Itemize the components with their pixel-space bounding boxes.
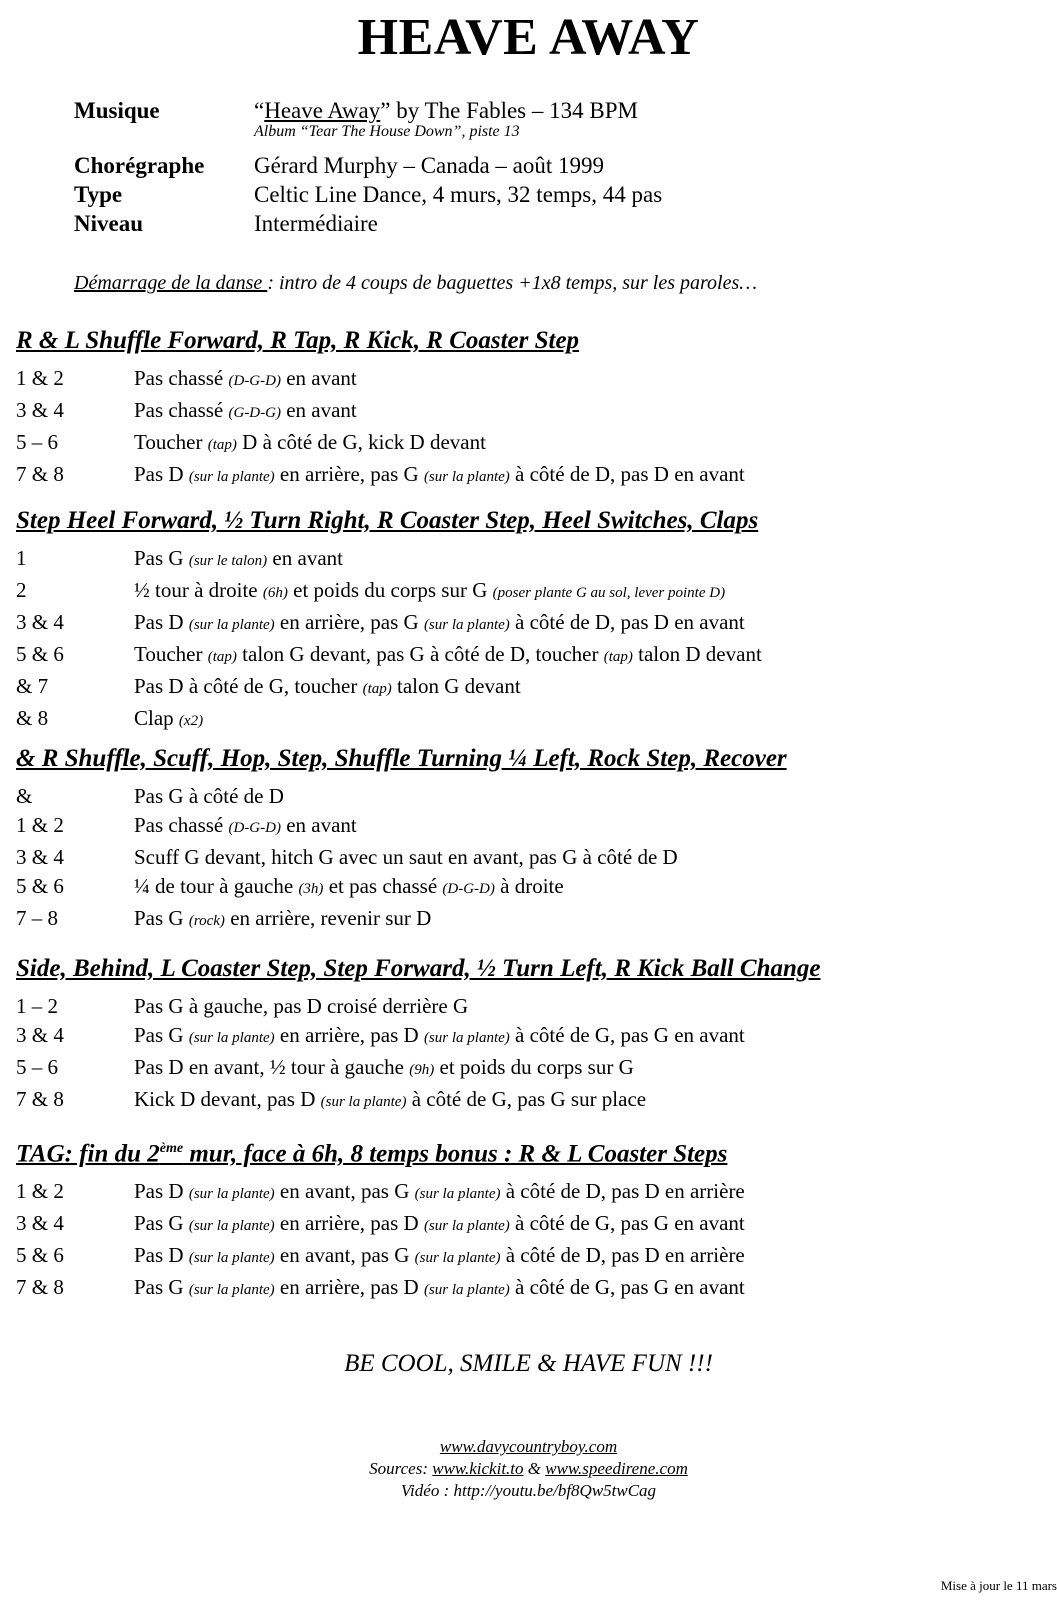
step-description	[134, 1021, 1036, 1053]
step-count: 5 – 6	[16, 430, 58, 454]
step-text: Pas G	[134, 1023, 189, 1047]
step-text: à côté de G, pas G en avant	[509, 1211, 745, 1236]
info-row-type	[74, 180, 662, 209]
step-note: (sur la plante)	[188, 1282, 275, 1299]
musique-label: Musique	[74, 98, 160, 123]
step-row	[16, 640, 1036, 672]
step-note: (sur le talon)	[188, 553, 268, 569]
sources-separator: &	[523, 1459, 546, 1478]
step-note: (sur la plante)	[188, 1218, 275, 1235]
step-count: 5 & 6	[16, 642, 64, 666]
step-count: 3 & 4	[16, 1211, 64, 1236]
step-text: en arrière, pas G	[274, 610, 424, 634]
step-text: en arrière, pas D	[274, 1275, 424, 1300]
step-row	[16, 782, 1036, 811]
step-note: (D-G-D)	[228, 820, 281, 836]
step-note: (sur la plante)	[188, 1186, 275, 1203]
step-note: (3h)	[298, 881, 324, 897]
song-details: ” by The Fables – 134 BPM	[380, 98, 638, 123]
step-count: 3 & 4	[16, 610, 64, 634]
info-row-niveau	[74, 209, 662, 238]
step-text: Pas G	[134, 1211, 189, 1236]
step-row	[16, 904, 1036, 936]
step-note: (poser plante G au sol, lever pointe D)	[492, 585, 726, 601]
step-note: (sur la plante)	[188, 469, 275, 485]
step-description	[134, 672, 1036, 704]
step-text: D à côté de G, kick D devant	[236, 430, 486, 454]
tag-title-end: mur, face à 6h, 8 temps bonus : R & L Coaster Steps	[183, 1140, 728, 1168]
step-row	[16, 872, 1036, 904]
step-note: (D-G-D)	[442, 881, 495, 897]
step-row	[16, 576, 1036, 608]
section-title: & R Shuffle, Scuff, Hop, Step, Shuffle Turning ¼ Left, Rock Step, Recover	[16, 745, 787, 772]
step-text: ½ tour à droite	[134, 578, 263, 602]
step-note: (sur la plante)	[188, 1030, 275, 1046]
step-list	[16, 992, 1036, 1117]
step-text: Pas D	[134, 1179, 189, 1204]
step-description	[134, 428, 1036, 460]
step-description	[134, 544, 1036, 576]
step-text: en avant	[280, 366, 357, 390]
step-row	[16, 992, 1036, 1021]
step-row	[16, 843, 1036, 872]
update-date: Mise à jour le 11 mars	[940, 1578, 1057, 1593]
step-row	[16, 1085, 1036, 1117]
step-row	[16, 544, 1036, 576]
step-text: en arrière, pas D	[274, 1211, 424, 1236]
step-count: & 7	[16, 674, 49, 698]
dance-info	[74, 96, 662, 238]
step-description	[134, 782, 1036, 811]
step-text: Scuff G devant, hitch G avec un saut en avant, pas G à côté de D	[134, 845, 678, 869]
section-title	[16, 1134, 1036, 1169]
step-row	[16, 1209, 1036, 1241]
step-text: Pas D	[134, 610, 189, 634]
step-text: à côté de G, pas G en avant	[509, 1275, 745, 1300]
type-label: Type	[74, 182, 123, 207]
step-text: en arrière, pas D	[274, 1023, 424, 1047]
step-row	[16, 608, 1036, 640]
step-note: (sur la plante)	[423, 617, 510, 633]
step-text: en arrière, revenir sur D	[224, 906, 432, 930]
step-note: (sur la plante)	[414, 1250, 501, 1267]
section-1	[16, 326, 1036, 492]
step-note: (sur la plante)	[320, 1094, 407, 1110]
step-text: Kick D devant, pas D	[134, 1087, 321, 1111]
closing-motto: BE COOL, SMILE & HAVE FUN !!!	[344, 1350, 713, 1377]
song-title: Heave Away	[264, 98, 381, 123]
step-text: Pas D à côté de G, toucher	[134, 674, 363, 698]
step-text: Pas G	[134, 906, 189, 930]
step-description	[134, 904, 1036, 936]
step-description	[134, 640, 1036, 672]
step-count: 1 & 2	[16, 366, 64, 390]
step-count: & 8	[16, 706, 49, 730]
step-text: à côté de D, pas D en arrière	[500, 1243, 745, 1268]
step-note: (rock)	[188, 913, 225, 929]
step-description	[134, 1053, 1036, 1085]
step-text: en arrière, pas G	[274, 462, 424, 486]
step-description	[134, 704, 1036, 736]
step-text: en avant	[280, 813, 357, 837]
step-note: (D-G-D)	[228, 373, 281, 389]
step-row	[16, 396, 1036, 428]
step-description	[134, 811, 1036, 843]
step-text: à côté de D, pas D en avant	[509, 610, 745, 634]
start-text: : intro de 4 coups de baguettes +1x8 temps, sur les paroles…	[267, 272, 758, 294]
step-text: Pas D en avant, ½ tour à gauche	[134, 1055, 410, 1079]
step-text: talon G devant	[391, 674, 521, 698]
step-count: 7 & 8	[16, 1275, 64, 1300]
footer	[0, 1436, 1057, 1502]
step-row	[16, 1177, 1036, 1209]
step-description	[134, 608, 1036, 640]
step-list	[16, 364, 1036, 492]
step-count: 1 & 2	[16, 813, 64, 837]
step-count: 1 – 2	[16, 994, 58, 1018]
type-value: Celtic Line Dance, 4 murs, 32 temps, 44 pas	[254, 182, 663, 207]
step-note: (sur la plante)	[414, 1186, 501, 1203]
step-description	[134, 460, 1036, 492]
choregraphe-value: Gérard Murphy – Canada – août 1999	[254, 153, 605, 178]
step-text: en avant, pas G	[274, 1179, 415, 1204]
step-note: (sur la plante)	[423, 1218, 510, 1235]
section-2	[16, 506, 1036, 736]
info-row-choregraphe	[74, 151, 662, 180]
step-count: 5 & 6	[16, 874, 64, 898]
step-text: Pas chassé	[134, 366, 229, 390]
video-link[interactable]: Vidéo : http://youtu.be/bf8Qw5twCag	[400, 1481, 657, 1500]
step-description	[134, 396, 1036, 428]
step-note: (6h)	[262, 585, 288, 601]
step-note: (sur la plante)	[188, 1250, 275, 1267]
step-row	[16, 428, 1036, 460]
step-row	[16, 1053, 1036, 1085]
step-text: à côté de D, pas D en arrière	[500, 1179, 745, 1204]
step-row	[16, 364, 1036, 396]
step-description	[134, 1209, 1036, 1241]
step-text: et pas chassé	[323, 874, 443, 898]
step-list	[16, 1177, 1036, 1305]
step-note: (sur la plante)	[423, 1030, 510, 1046]
step-text: Clap	[134, 706, 179, 730]
musique-value: “Heave Away” by The Fables – 134 BPM	[254, 98, 638, 123]
step-row	[16, 811, 1036, 843]
step-description	[134, 843, 1036, 872]
step-note: (x2)	[178, 713, 204, 729]
album-info: Album “Tear The House Down”, piste 13	[254, 123, 520, 140]
dance-start	[74, 272, 757, 295]
step-row	[16, 1241, 1036, 1273]
step-text: Pas D	[134, 1243, 189, 1268]
step-text: Pas chassé	[134, 813, 229, 837]
step-list	[16, 782, 1036, 936]
step-note: (tap)	[362, 681, 392, 697]
section-3	[16, 744, 1036, 936]
step-count: 3 & 4	[16, 1023, 64, 1047]
step-note: (sur la plante)	[423, 469, 510, 485]
step-text: en avant, pas G	[274, 1243, 415, 1268]
step-row	[16, 704, 1036, 736]
step-row	[16, 1021, 1036, 1053]
step-text: Pas G	[134, 546, 189, 570]
step-count: 3 & 4	[16, 398, 64, 422]
step-description	[134, 872, 1036, 904]
step-description	[134, 364, 1036, 396]
section-title: R & L Shuffle Forward, R Tap, R Kick, R Coaster Step	[16, 327, 580, 354]
step-note: (9h)	[409, 1062, 435, 1078]
step-description	[134, 1085, 1036, 1117]
step-text: à côté de G, pas G en avant	[509, 1023, 745, 1047]
step-text: et poids du corps sur G	[434, 1055, 634, 1079]
step-count: 7 & 8	[16, 1087, 64, 1111]
step-text: à droite	[494, 874, 564, 898]
step-count: 3 & 4	[16, 845, 64, 869]
source-link-kickit[interactable]: www.kickit.to	[432, 1459, 524, 1478]
step-row	[16, 1273, 1036, 1305]
step-count: 5 – 6	[16, 1055, 58, 1079]
step-text: en avant	[280, 398, 357, 422]
step-description	[134, 992, 1036, 1021]
step-text: Pas G à côté de D	[134, 784, 284, 808]
step-text: Toucher	[134, 642, 208, 666]
document-title: HEAVE AWAY	[357, 9, 700, 66]
sources-label: Sources:	[369, 1459, 433, 1478]
section-tag	[16, 1134, 1036, 1305]
step-note: (G-D-G)	[228, 405, 281, 421]
choregraphe-label: Chorégraphe	[74, 153, 205, 178]
step-count: 1 & 2	[16, 1179, 64, 1204]
step-text: Pas D	[134, 462, 189, 486]
step-text: talon D devant	[632, 642, 762, 666]
website-link[interactable]: www.davycountryboy.com	[439, 1437, 618, 1456]
step-text: Toucher	[134, 430, 208, 454]
step-text: et poids du corps sur G	[287, 578, 493, 602]
step-note: (sur la plante)	[188, 617, 275, 633]
step-count: 5 & 6	[16, 1243, 64, 1268]
step-note: (tap)	[207, 437, 237, 453]
step-text: à côté de D, pas D en avant	[509, 462, 745, 486]
step-count: 7 – 8	[16, 906, 58, 930]
tag-title-superscript: ème	[159, 1141, 184, 1156]
step-description	[134, 1177, 1036, 1209]
step-text: Pas G à gauche, pas D croisé derrière G	[134, 994, 469, 1018]
step-count: &	[16, 784, 33, 808]
start-label: Démarrage de la danse	[74, 272, 268, 294]
step-text: Pas G	[134, 1275, 189, 1300]
step-row	[16, 460, 1036, 492]
section-4	[16, 954, 1036, 1117]
source-link-speedirene[interactable]: www.speedirene.com	[545, 1459, 688, 1478]
step-text: ¼ de tour à gauche	[134, 874, 299, 898]
tag-title-start: TAG: fin du 2	[16, 1140, 160, 1168]
niveau-label: Niveau	[74, 211, 143, 236]
step-note: (sur la plante)	[423, 1282, 510, 1299]
step-description	[134, 1273, 1036, 1305]
step-note: (tap)	[207, 649, 237, 665]
step-text: talon G devant, pas G à côté de D, toucher	[236, 642, 604, 666]
step-description	[134, 1241, 1036, 1273]
step-text: Pas chassé	[134, 398, 229, 422]
step-count: 1	[16, 546, 27, 570]
step-list	[16, 544, 1036, 736]
step-row	[16, 672, 1036, 704]
step-text: à côté de G, pas G sur place	[406, 1087, 647, 1111]
step-count: 7 & 8	[16, 462, 64, 486]
step-count: 2	[16, 578, 27, 602]
info-row-musique	[74, 96, 662, 125]
section-title: Step Heel Forward, ½ Turn Right, R Coaster Step, Heel Switches, Claps	[16, 507, 759, 534]
step-text: en avant	[267, 546, 343, 570]
step-description	[134, 576, 1036, 608]
niveau-value: Intermédiaire	[254, 211, 378, 236]
section-title: Side, Behind, L Coaster Step, Step Forward, ½ Turn Left, R Kick Ball Change	[16, 955, 821, 982]
step-note: (tap)	[603, 649, 633, 665]
